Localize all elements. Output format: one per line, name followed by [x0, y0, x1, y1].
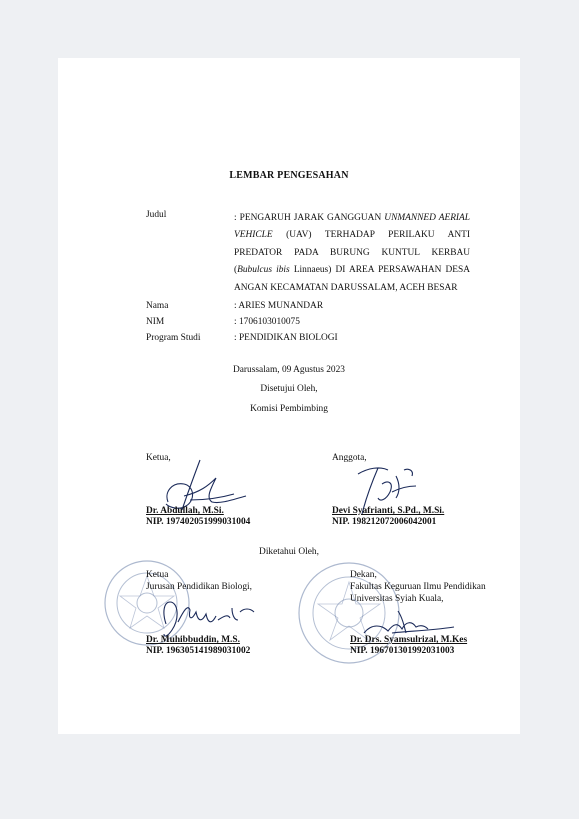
judul-line-1: : PENGARUH JARAK GANGGUAN UNMANNED AERIAL — [234, 213, 470, 223]
known-by: Diketahui Oleh, — [259, 547, 319, 557]
ketua-jurusan-role-1: Ketua — [146, 570, 169, 580]
dekan-nip: NIP. 196701301992031003 — [350, 646, 455, 656]
judul-value — [234, 210, 470, 297]
ketua-nip: NIP. 197402051999031004 — [146, 517, 251, 527]
committee: Komisi Pembimbing — [250, 404, 328, 414]
anggota-nip: NIP. 198212072006042001 — [332, 517, 437, 527]
approval-page — [58, 58, 520, 734]
judul-line-4: (Bubulcus ibis Linnaeus) DI AREA PERSAWAHAN DESA — [234, 265, 471, 276]
ketua-name: Dr. Abdullah, M.Si. — [146, 506, 224, 516]
dekan-role-3: Universitas Syiah Kuala, — [350, 594, 444, 604]
anggota-role: Anggota, — [332, 453, 367, 463]
nim-label: NIM — [146, 317, 165, 327]
judul-line-3: PREDATOR PADA BURUNG KUNTUL KERBAU — [234, 247, 470, 258]
ketua-jurusan-name: Dr. Muhibbuddin, M.S. — [146, 635, 240, 645]
anggota-name: Devi Syafrianti, S.Pd., M.Si. — [332, 506, 445, 516]
ketua-jurusan-nip: NIP. 196305141989031002 — [146, 646, 251, 656]
place-date: Darussalam, 09 Agustus 2023 — [233, 365, 345, 375]
judul-line-5: ANGAN KECAMATAN DARUSSALAM, ACEH BESAR — [234, 282, 458, 293]
ketua-role: Ketua, — [146, 453, 171, 463]
judul-line-2: VEHICLE (UAV) TERHADAP PERILAKU ANTI — [234, 230, 470, 241]
judul-label: Judul — [146, 210, 167, 220]
dekan-name: Dr. Drs. Syamsulrizal, M.Kes — [350, 635, 468, 645]
dekan-role-1: Dekan, — [350, 570, 377, 580]
dekan-role-2: Fakultas Keguruan Ilmu Pendidikan — [350, 582, 486, 592]
approved-by: Disetujui Oleh, — [260, 384, 318, 394]
ketua-jurusan-role-2: Jurusan Pendidikan Biologi, — [146, 582, 252, 592]
page-title: LEMBAR PENGESAHAN — [229, 170, 349, 181]
prodi-value: : PENDIDIKAN BIOLOGI — [234, 333, 338, 343]
prodi-label: Program Studi — [146, 333, 201, 343]
nama-label: Nama — [146, 301, 169, 311]
nama-value: : ARIES MUNANDAR — [234, 301, 324, 311]
nim-value: : 1706103010075 — [234, 317, 300, 327]
